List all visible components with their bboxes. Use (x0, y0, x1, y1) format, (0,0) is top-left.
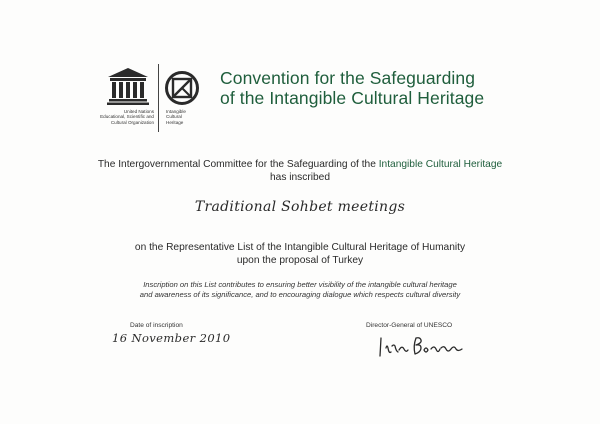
note-line-2: and awareness of its significance, and to encouraging dialogue which respects cultural diversity (139, 290, 461, 299)
unesco-caption-line: United Nations (123, 109, 154, 114)
committee-text: The Intergovernmental Committee for the Safeguarding of the (97, 159, 379, 170)
unesco-caption-line: Cultural Organization (110, 119, 154, 125)
signature-image (376, 334, 476, 362)
logo-divider (158, 64, 159, 132)
director-general-label: Director-General of UNESCO (366, 322, 453, 329)
committee-statement (0, 158, 600, 184)
list-line-1: on the Representative List of the Intangible Cultural Heritage of Humanity (134, 242, 466, 253)
ich-caption-line: Heritage (166, 119, 184, 125)
unesco-temple-icon (106, 66, 158, 136)
committee-line-1 (0, 158, 600, 171)
unesco-caption-line: Educational, Scientific and (100, 114, 154, 120)
title-line-1: Convention for the Safeguarding (220, 68, 476, 88)
committee-line-2: has inscribed (269, 172, 331, 183)
ich-caption-line: Intangible (166, 109, 186, 114)
unesco-caption (80, 109, 154, 125)
convention-title (220, 68, 484, 108)
ich-caption (166, 109, 206, 125)
element-name: Traditional Sohbet meetings (194, 199, 406, 215)
title-line-2: of the Intangible Cultural Heritage (220, 88, 485, 108)
ich-caption-line: Cultural (166, 114, 182, 120)
ich-emblem-icon (164, 70, 204, 106)
date-value: 16 November 2010 (112, 331, 231, 345)
committee-highlight: Intangible Cultural Heritage (378, 159, 503, 170)
inscription-note (0, 280, 600, 300)
list-line-2: upon the proposal of Turkey (236, 255, 364, 266)
date-label: Date of inscription (130, 322, 183, 329)
list-statement (0, 241, 600, 267)
note-line-1: Inscription on this List contributes to ensuring better visibility of the intangible cultural heritage (143, 280, 457, 289)
